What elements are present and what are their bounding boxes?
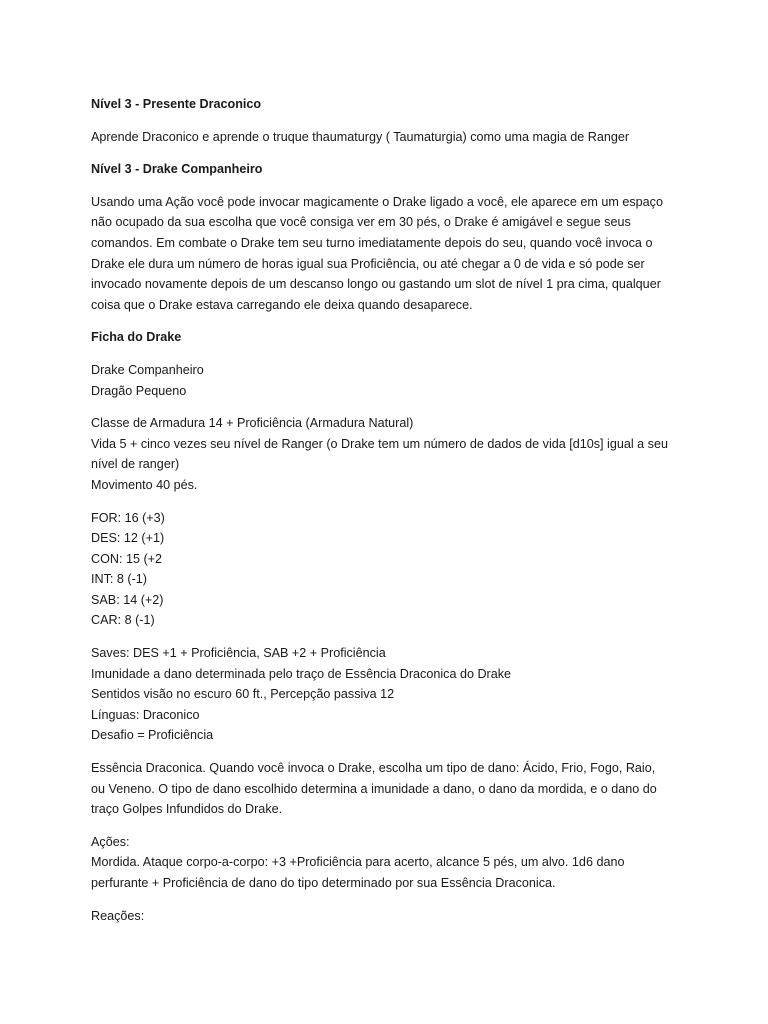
section-title-presente-draconico: Nível 3 - Presente Draconico	[91, 97, 262, 111]
stat-int: INT: 8 (-1)	[91, 572, 147, 587]
stats-block	[91, 508, 672, 632]
hit-points: Vida 5 + cinco vezes seu nível de Ranger (o Drake tem um número de dados de vida [d10s] igual a seu nível de ranger)	[91, 436, 668, 472]
stat-con: CON: 15 (+2	[91, 551, 163, 566]
traits-block	[91, 643, 672, 746]
stat-cha: CAR: 8 (-1)	[91, 613, 155, 628]
armor-class: Classe de Armadura 14 + Proficiência (Armadura Natural)	[91, 416, 414, 431]
trait-challenge: Desafio = Proficiência	[91, 728, 214, 743]
actions-block	[91, 832, 672, 894]
creature-name: Drake Companheiro	[91, 362, 204, 377]
trait-saves: Saves: DES +1 + Proficiência, SAB +2 + Proficiência	[91, 646, 386, 661]
speed: Movimento 40 pés.	[91, 477, 198, 492]
section-title-drake-companheiro: Nível 3 - Drake Companheiro	[91, 162, 263, 177]
action-bite: Mordida. Ataque corpo-a-corpo: +3 +Proficiência para acerto, alcance 5 pés, um alvo. 1d6 dano perfurante + Proficiência de dano do tipo determinado por sua Essência Draconica.	[91, 855, 625, 890]
stat-str: FOR: 16 (+3)	[91, 510, 165, 525]
defense-block	[91, 413, 672, 495]
essence-text: Essência Draconica. Quando você invoca o Drake, escolha um tipo de dano: Ácido, Frio, Fogo, Raio, ou Veneno. O tipo de dano escolhido determina a imunidade a dano, o dano da mordida, e o dano do traço Golpes Infundidos do Drake.	[91, 761, 657, 817]
identity-block	[91, 360, 672, 401]
trait-languages: Línguas: Draconico	[91, 707, 200, 722]
actions-label: Ações:	[91, 834, 130, 849]
reactions-label: Reações:	[91, 908, 145, 923]
stat-dex: DES: 12 (+1)	[91, 531, 165, 546]
section-text-drake-companheiro: Usando uma Ação você pode invocar magicamente o Drake ligado a você, ele aparece em um espaço não ocupado da sua escolha que você consiga ver em 30 pés, o Drake é amigável e segue seus comandos. Em combate o Drake tem seu turno imediatamente depois do seu, quando você invoca o Drake ele dura um número de horas igual sua Proficiência, ou até chegar a 0 de vida e só pode ser invocado novamente depois de um descanso longo ou gastando um slot de nível 1 pra cima, qualquer coisa que o Drake estava carregando ele deixa quando desaparece.	[91, 194, 663, 312]
creature-type: Dragão Pequeno	[91, 383, 187, 398]
stat-wis: SAB: 14 (+2)	[91, 592, 164, 607]
trait-senses: Sentidos visão no escuro 60 ft., Percepção passiva 12	[91, 687, 395, 702]
trait-immunity: Imunidade a dano determinada pelo traço de Essência Draconica do Drake	[91, 666, 512, 681]
sheet-title: Ficha do Drake	[91, 330, 182, 345]
section-text-presente-draconico: Aprende Draconico e aprende o truque thaumaturgy ( Taumaturgia) como uma magia de Ranger	[91, 129, 630, 144]
